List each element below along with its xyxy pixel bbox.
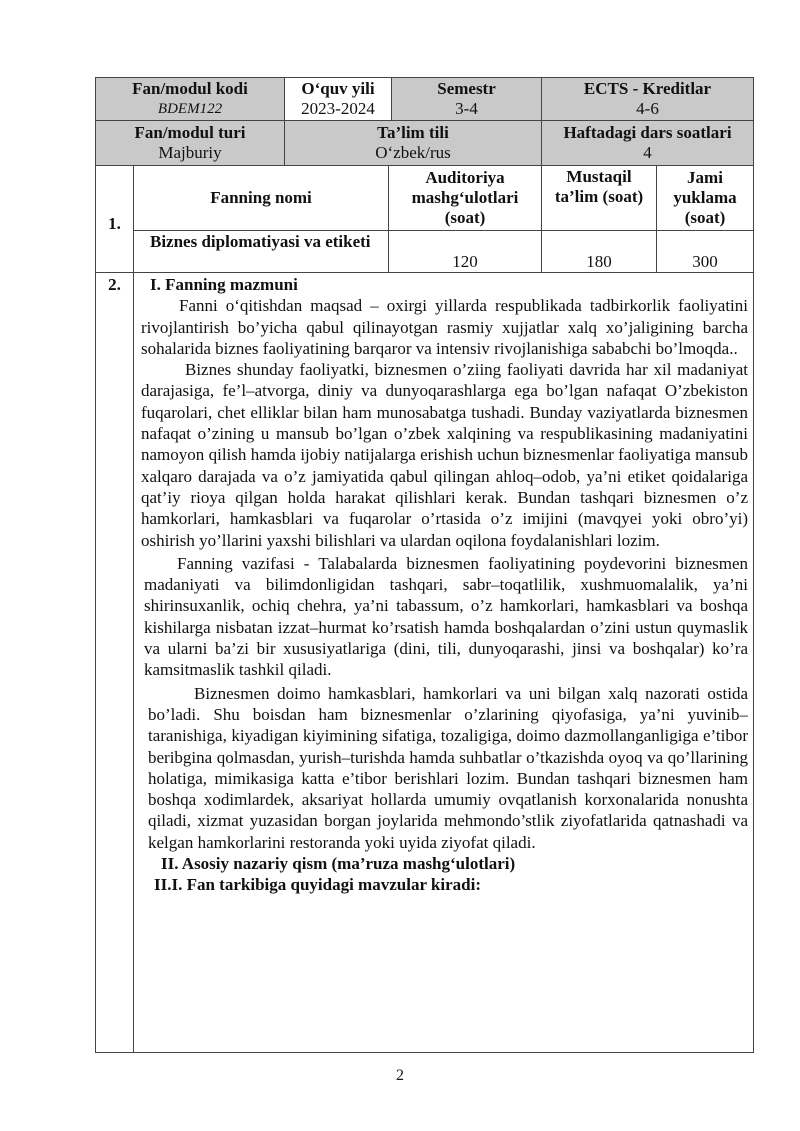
- lang-value: O‘zbek/rus: [375, 143, 451, 162]
- lang-label: Ta’lim tili: [377, 123, 449, 142]
- semester-label: Semestr: [437, 79, 496, 98]
- year-label: O‘quv yili: [301, 79, 375, 98]
- tasks-paragraph: Fanning vazifasi - Talabalarda biznesmen faoliyatining poydevorini biznesmen madaniyati va bilimdonligidan tashqari, sabr–toqatlilik, xushmuomalalik, ya’ni shirinsuxanlik, ochiq chehra, ya’ni tabassum, o’z hamkorlari, hamkasblari va boshqa kishilarga nisbatan izzat–hurmat ko’rsatish hamda boshqalardan o’zini ustun quymaslik va ularni ba’zi bir xususiyatlariga (dini, tili, dunyoqarashi, jinsi va boshqalar) ko’ra kamsitmaslik tashkil qiladi.: [144, 553, 748, 680]
- ects-cell: [542, 78, 754, 121]
- self-study-header: Mustaqil ta’lim (soat): [542, 166, 657, 231]
- code-label: Fan/modul kodi: [132, 79, 248, 98]
- appearance-paragraph: Biznesmen doimo hamkasblari, hamkorlari va uni bilgan xalq nazorati ostida bo’ladi. Shu boisdan ham biznesmenlar o’zlarining qiyofasiga, ya’ni yuvinib–taranishiga, kiyadigan kiyimining sifatiga, tozaligiga, doimo dazmollanganligiga e’tibor beribgina qolmasdan, yurish–turishda hamda suhbatlar o’tkazishda oyoq va qo’llarining holatiga, mimikasiga katta e’tibor berishlari lozim. Bundan tashqari biznesmen ham boshqa xodimlardek, aksariyat hollarda umumiy ovqatlanish korxonalarida nonushta qiladi, xizmat yuzasidan borgan joylarida mehmondo’stlik ziyofatlarida qatnashadi va kelgan hamkorlarini restoranda yoki uyida ziyofat qiladi.: [148, 683, 748, 852]
- self-study-value: 180: [542, 231, 657, 273]
- code-cell: [96, 78, 285, 121]
- type-cell: [96, 121, 285, 166]
- section-2-number-column: [96, 272, 134, 1052]
- hours-cell: [542, 121, 754, 166]
- business-paragraph: Biznes shunday faoliyatki, biznesmen o’ziing faoliyati davrida har xil madaniyat darajasiga, fe’l–atvorga, diniy va dunyoqarashlarga ega bo’lgan nafaqat O’zbekiston fuqarolari, chet elliklar bilan ham munosabatga tushadi. Bunday vaziyatlarda biznesmen nafaqat o’zining u mansub bo’lgan o’zbek xalqining va respublikasining madaniyatini namoyon qilish hamda ijobiy natijalarga erishish uchun biznesmenlar faoliyatiga mansub xalqaro darajada va o’z jamiyatida qabul qilingan ahloq–odob, ya’ni etiket qoidalariga qat’iy rioya qilgan holda harakat qilishlari kerak. Bundan tashqari biznesmen o’z hamkorlari, hamkasblari va fuqarolar o’rtasida o’z imijini (mavqyei yoki obro’yi) oshirish yo’llarini yaxshi bilishlari va ulardan oqilona foydalanishlari lozim.: [141, 360, 748, 550]
- page-number: 2: [396, 1067, 404, 1084]
- ects-label: ECTS - Kreditlar: [583, 79, 712, 98]
- ects-value: 4-6: [636, 99, 659, 118]
- hours-value: 4: [643, 143, 652, 162]
- subject-name-header: Fanning nomi: [134, 166, 389, 231]
- total-load-header: Jami yuklama (soat): [657, 166, 754, 231]
- total-load-value: 300: [657, 231, 754, 273]
- type-value: Majburiy: [158, 143, 222, 162]
- theory-heading: II. Asosiy nazariy qism (ma’ruza mashg‘ulotlari): [161, 854, 516, 874]
- year-value: 2023-2024: [301, 99, 375, 118]
- section-2-box: [95, 272, 754, 1053]
- content-heading: I. Fanning mazmuni: [150, 275, 298, 294]
- subject-name: Biznes diplomatiyasi va etiketi: [134, 231, 389, 273]
- code-value: BDEM122: [157, 101, 223, 117]
- type-label: Fan/modul turi: [134, 123, 246, 142]
- auditorium-hours-header: Auditoriya mashg‘ulotlari (soat): [389, 166, 542, 231]
- year-cell: [285, 78, 392, 121]
- subject-table: [95, 165, 754, 273]
- lang-cell: [285, 121, 542, 166]
- section-1-number: 1.: [96, 166, 134, 273]
- semester-value: 3-4: [455, 99, 478, 118]
- semester-cell: [392, 78, 542, 121]
- hours-label: Haftadagi dars soatlari: [563, 123, 732, 142]
- section-2-number: 2.: [108, 275, 121, 294]
- auditorium-hours-value: 120: [389, 231, 542, 273]
- course-info-table: [95, 77, 754, 166]
- section-2-content: [141, 274, 748, 896]
- topics-heading: II.I. Fan tarkibiga quyidagi mavzular kiradi:: [154, 875, 481, 895]
- goal-paragraph: Fanni o‘qitishdan maqsad – oxirgi yillarda respublikada tadbirkorlik faoliyatini rivojlantirish bo’yicha qabul qilinayotgan rasmiy xujjatlar xalq xo’jaligining barcha sohalarida biznes faoliyatining barqaror va intensiv rivojlanishiga sababchi bo’lmoqda..: [141, 296, 748, 358]
